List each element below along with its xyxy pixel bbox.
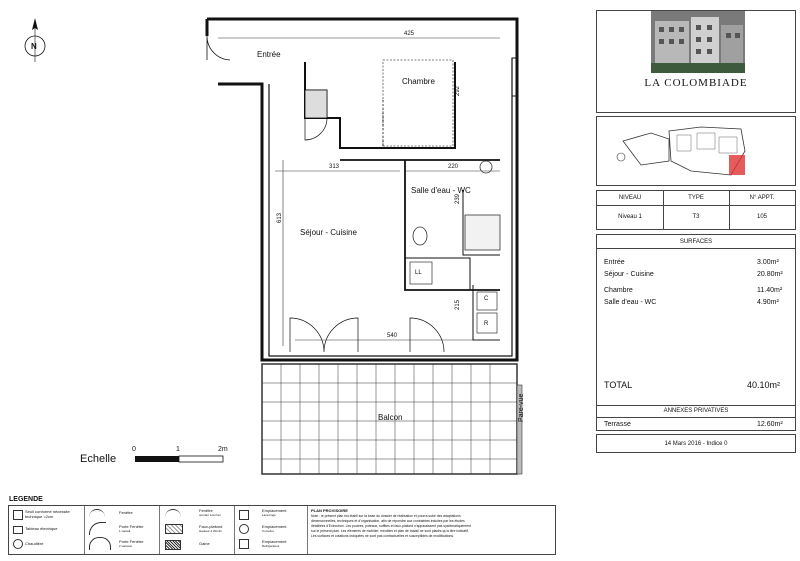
- annexe-value: 12.60m²: [757, 421, 783, 428]
- apartment-info: [596, 190, 796, 230]
- room-sejour: Séjour - Cuisine: [300, 228, 357, 237]
- washer-icon: [239, 510, 249, 520]
- value-type: T3: [692, 214, 700, 220]
- room-chambre: Chambre: [402, 77, 435, 86]
- scale-label: Echelle: [80, 453, 117, 465]
- legend-item: Emplacement: [262, 539, 287, 544]
- ll-label: LL: [415, 270, 422, 276]
- pare-vue-label: Pare-vue: [518, 393, 525, 422]
- duct-icon: [165, 540, 181, 550]
- surface-name: Entrée: [604, 259, 625, 266]
- legend-item: Seuil conforme nécessite technique <2cm: [25, 509, 70, 519]
- room-balcon: Balcon: [378, 413, 403, 422]
- balcony-door-left: [290, 318, 358, 352]
- note-line: Note : le présent plan est établi sur la base du dossier de réalisation et pourra subir des adaptations: [311, 514, 461, 518]
- bed: [383, 60, 453, 146]
- legend-item: Fenêtre: [119, 510, 133, 515]
- french-door-1-icon: [89, 522, 106, 535]
- surfaces-panel: [596, 234, 796, 431]
- closet: [305, 90, 327, 118]
- location-thumbnail: [596, 116, 796, 186]
- legend-sub: Réfrigérateur: [262, 544, 280, 548]
- french-door-2-icon: [89, 537, 111, 550]
- scale-tick-0: 0: [132, 446, 136, 453]
- surface-value: 3.00m²: [757, 259, 779, 266]
- note-line: Les surfaces et cotations indiquées ne sont pas contractuelles et susceptibles de modifications.: [311, 534, 455, 538]
- header-appt: N° APPT.: [749, 195, 775, 201]
- note-line: détaillées d'Exécution. Les poutres, poteaux, soffites et faux-plafond n'apparaissent pas systématiquement: [311, 524, 471, 528]
- scale-tick-1: 1: [176, 446, 180, 453]
- toilet: [413, 227, 427, 245]
- fridge-icon: [239, 539, 249, 549]
- building-plan-thumbnail: [611, 121, 751, 181]
- legend-sub: Lave-linge: [262, 513, 276, 517]
- electric-panel-icon: [13, 526, 23, 534]
- header-niveau: NIVEAU: [618, 195, 642, 201]
- legend-item: Porte Fenêtre: [119, 539, 144, 544]
- north-label: N: [31, 42, 37, 51]
- annexe-name: Terrasse: [604, 421, 631, 428]
- legend-sub: ouvrant à la fran: [199, 513, 221, 517]
- threshold-icon: [13, 510, 23, 520]
- r-label: R: [484, 321, 489, 327]
- value-appt: 105: [756, 214, 767, 220]
- surfaces-title: SURFACES: [679, 239, 713, 245]
- legend-item: Tableau électrique: [25, 526, 58, 531]
- note-title: PLAN PROVISOIRE: [311, 508, 348, 513]
- scale-tick-2: 2m: [218, 446, 228, 453]
- boiler-icon: [13, 539, 23, 549]
- c-label: C: [484, 296, 489, 302]
- dim-613: 613: [277, 212, 284, 224]
- surface-value: 11.40m²: [757, 287, 783, 294]
- legend-sub: 1 vantail: [119, 529, 131, 533]
- legend-sub: Hauteur 2.20mini: [199, 529, 222, 533]
- project-header: [596, 10, 796, 113]
- dim-215: 215: [455, 299, 462, 311]
- dim-220: 220: [448, 164, 459, 170]
- date-box: [596, 434, 796, 453]
- surface-name: Chambre: [604, 287, 633, 294]
- total-value: 40.10m²: [747, 380, 781, 390]
- legend-box: [8, 505, 556, 555]
- surface-name: Séjour - Cuisine: [604, 271, 654, 278]
- legend-title: LEGENDE: [9, 496, 43, 503]
- dim-540: 540: [387, 333, 398, 339]
- legend-item: Emplacement: [262, 524, 287, 529]
- note-line: sur le présent plan. Les éléments de mobilier, meubles et plan de travail ne sont placés qu'à titre indicatif.: [311, 529, 469, 533]
- legend-sub: 2 vantaux: [119, 544, 133, 548]
- window-french-icon: [165, 509, 181, 520]
- window-icon: [89, 509, 105, 520]
- building-photo: [651, 11, 745, 73]
- shower: [465, 215, 500, 250]
- cumulus-icon: [239, 524, 249, 534]
- legend-item: Emplacement: [262, 508, 287, 513]
- surface-value: 20.80m²: [757, 271, 783, 278]
- north-arrow: [25, 18, 45, 62]
- room-salle-eau: Salle d'eau - WC: [411, 186, 471, 195]
- total-label: TOTAL: [604, 380, 633, 390]
- legend-sub: Cumulus: [262, 529, 274, 533]
- surface-name: Salle d'eau - WC: [604, 299, 657, 306]
- dim-313: 313: [329, 164, 340, 170]
- legend-item: Faux-plafond: [199, 524, 223, 529]
- date-label: 14 Mars 2016 - Indice 0: [664, 441, 728, 447]
- room-entree: Entrée: [257, 50, 281, 59]
- false-ceiling-icon: [165, 524, 183, 534]
- legend-item: Gaine: [199, 541, 210, 546]
- dim-239: 239: [455, 193, 462, 205]
- door-chambre: [305, 118, 327, 140]
- note-line: dimensionnelles, techniques et d'organisation, afin de répondre aux contraintes induites par les études: [311, 519, 465, 523]
- legend-item: Porte Fenêtre: [119, 524, 144, 529]
- legend-item: Chaudière: [25, 541, 44, 546]
- dim-425: 425: [404, 31, 415, 37]
- scale-bar: [135, 456, 223, 462]
- dim-292: 292: [455, 85, 462, 97]
- value-niveau: Niveau 1: [618, 214, 642, 220]
- surface-value: 4.90m²: [757, 299, 779, 306]
- balcony-door-right: [410, 318, 444, 352]
- project-name: LA COLOMBIADE: [644, 77, 748, 89]
- header-type: TYPE: [688, 195, 704, 201]
- legend-item: Fenêtre: [199, 508, 213, 513]
- annexes-title: ANNEXES PRIVATIVES: [663, 408, 729, 414]
- entry-door: [207, 36, 230, 60]
